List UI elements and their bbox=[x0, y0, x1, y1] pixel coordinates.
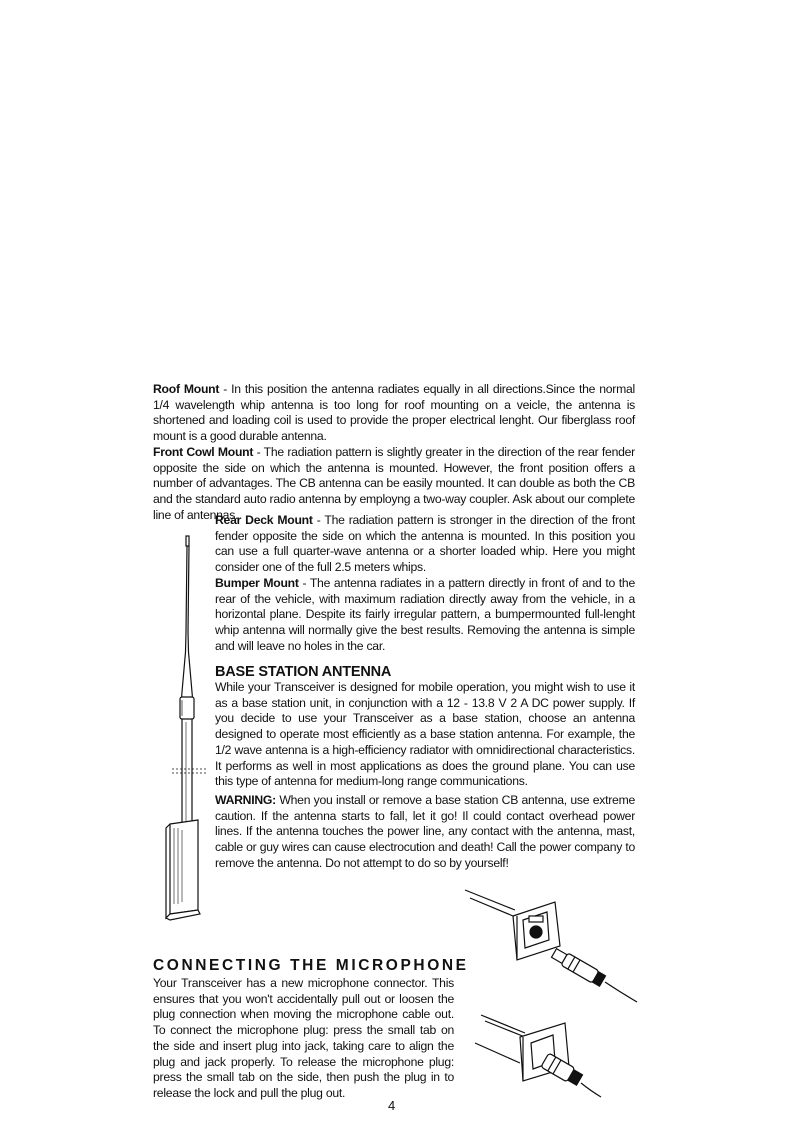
roof-mount-title: Roof Mount bbox=[153, 382, 220, 396]
warning-paragraph bbox=[215, 793, 635, 872]
roof-mount-text: - In this position the antenna radiates equally in all directions.Since the normal 1/4 wavelength whip antenna is too long for roof mounting on a veicle, the antenna is shortened and loading coil is used to provide the proper electrical lenght. Our fiberglass roof mount is a good durable antenna. bbox=[153, 382, 635, 444]
microphone-jack-unplugged-illustration bbox=[465, 880, 640, 1000]
microphone-text bbox=[153, 976, 454, 1102]
bumper-paragraph bbox=[215, 576, 635, 655]
bumper-text: - The antenna radiates in a pattern directly in front of and to the rear of the vehicle, with maximum radiation directly away from the vehicle, in a horizontal plane. Despite its fairly irregular pattern, a bumpermounted full-lenght whip antenna will normally give the best results. Removing the antenna is simple and will leave no holes in the car. bbox=[215, 575, 635, 653]
microphone-jack-plugged-illustration bbox=[465, 1005, 640, 1100]
page-number: 4 bbox=[388, 1098, 396, 1113]
rear-deck-text: - The radiation pattern is stronger in the direction of the front fender opposite the side on which the antenna is mounted. In this position you can use a full quarter-wave antenna or a shorter loaded whip. Here you might consider one of the full 2.5 meters whips. bbox=[215, 513, 635, 575]
warning-label: WARNING: bbox=[215, 792, 276, 807]
front-cowl-text: - The radiation pattern is slightly greater in the direction of the rear fender opposite the side on which the antenna is mounted. However, the front position offers a number of advantages. The CB antenna can be easily mounted. It can double as both the CB and the standard auto radio antenna by employng a two-way coupler. Ask about our complete line of antennas. bbox=[153, 444, 635, 522]
base-station-heading: BASE STATION ANTENNA bbox=[215, 664, 392, 680]
roof-mount-paragraph bbox=[153, 382, 635, 445]
base-station-text bbox=[215, 680, 635, 871]
front-cowl-paragraph bbox=[153, 445, 635, 524]
warning-text: When you install or remove a base station CB antenna, use extreme caution. If the antenna starts to fall, let it go! Il could contact overhead power lines. If the antenna touches the power line, any contact with the antenna, mast, cable or guy wires can cause electrocution and death! Call the power company to remove the antenna. Do not attempt to do so by yourself! bbox=[215, 792, 635, 870]
rear-bumper-text bbox=[215, 513, 635, 654]
base-station-paragraph: While your Transceiver is designed for mobile operation, you might wish to use it as a base station unit, in conjunction with a 12 - 13.8 V 2 A DC power supply. If you decide to use your Transceiver as a base station, choose an antenna designed to operate most efficiently as a base station antenna. For example, the 1/2 wave antenna is a high-efficiency radiator with omnidirectional characteristics. It performs as well in most applications as does the ground plane. You can use this type of antenna for medium-long range communications. bbox=[215, 680, 635, 789]
bumper-title: Bumper Mount bbox=[215, 575, 299, 590]
microphone-heading: CONNECTING THE MICROPHONE bbox=[153, 957, 469, 974]
rear-deck-title: Rear Deck Mount bbox=[215, 513, 313, 527]
microphone-paragraph: Your Transceiver has a new microphone connector. This ensures that you won't accidentally pull out or loosen the plug connection when moving the microphone cable out. To connect the microphone plug: press the small tab on the side and insert plug into jack, taking care to align the plug and jack properly. To release the microphone plug: press the small tab on the side, then push the plug in to release the lock and pull the plug out. bbox=[153, 976, 454, 1100]
antenna-illustration bbox=[158, 532, 214, 922]
front-cowl-title: Front Cowl Mount bbox=[153, 444, 254, 459]
vehicle-mounts-text bbox=[153, 382, 635, 523]
rear-deck-paragraph bbox=[215, 513, 635, 576]
